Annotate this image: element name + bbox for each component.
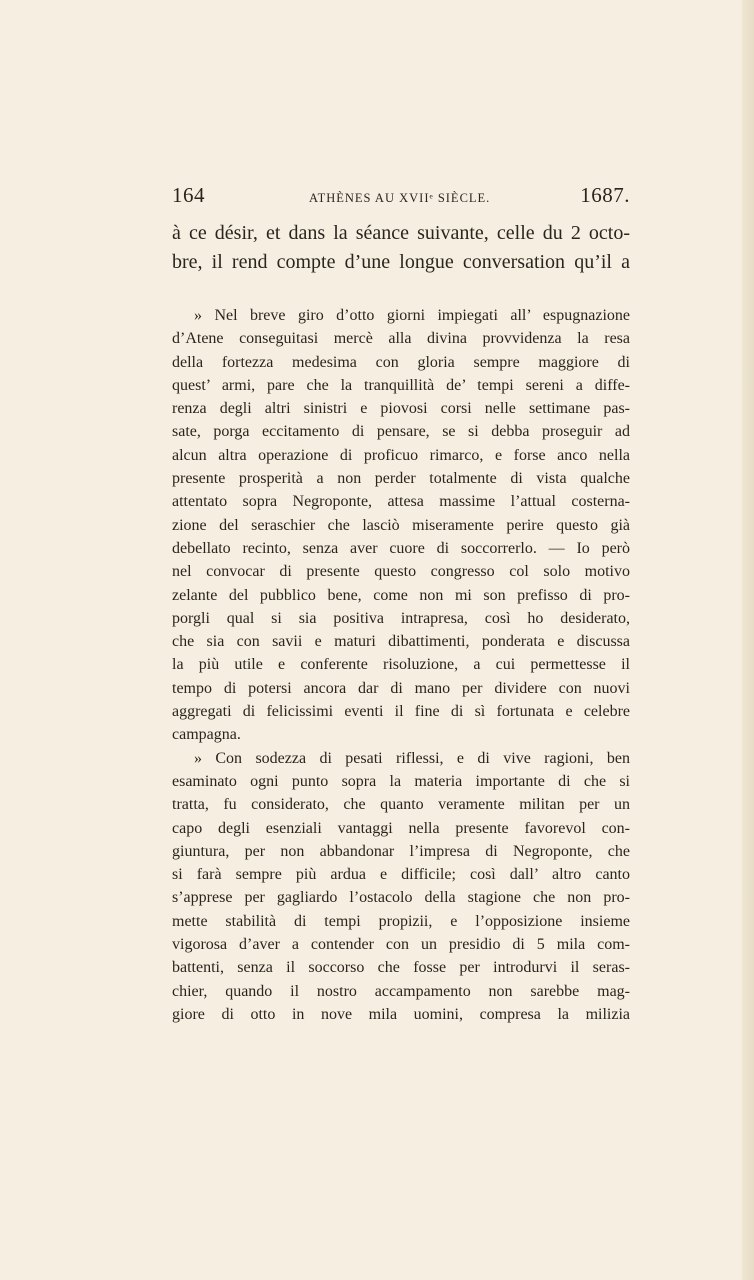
running-head xyxy=(172,183,630,211)
italian-quotation xyxy=(172,304,630,1026)
paragraph-1 xyxy=(172,304,630,747)
text-line: » Nel breve giro d’otto giorni impiegati all’ espugnazione xyxy=(194,307,630,324)
text-line: chier, quando il nostro accampamento non sarebbe mag- xyxy=(172,982,630,1000)
text-line: campagna. xyxy=(172,726,241,744)
text-line: zione del seraschier che lasciò miseramente perire questo già xyxy=(172,516,630,534)
text-line: attentato sopra Negroponte, attesa massime l’attual costerna- xyxy=(172,493,630,511)
text-line: d’Atene conseguitasi mercè alla divina provvidenza la resa xyxy=(172,330,630,348)
text-line: esaminato ogni punto sopra la materia importante di che si xyxy=(172,772,630,790)
running-title: ATHÈNES AU XVIIᵉ SIÈCLE. xyxy=(308,191,491,205)
text-line: giuntura, per non abbandonar l’impresa di Negroponte, che xyxy=(172,842,630,860)
page-number: 164 xyxy=(172,183,205,207)
text-line: debellato recinto, senza aver cuore di soccorrerlo. — Io però xyxy=(172,539,630,557)
text-line: mette stabilità di tempi propizii, e l’opposizione insieme xyxy=(172,912,630,930)
text-line: tempo di potersi ancora dar di mano per dividere con nuovi xyxy=(172,679,630,697)
text-line: bre, il rend compte d’une longue conversation qu’il a xyxy=(172,251,630,273)
text-line: capo degli esenziali vantaggi nella presente favorevol con- xyxy=(172,819,630,837)
book-page xyxy=(172,183,630,1026)
text-line: si farà sempre più ardua e difficile; così dall’ altro canto xyxy=(172,866,630,884)
text-line: vigorosa d’aver a contender con un presidio di 5 mila com- xyxy=(172,936,630,954)
text-line: sate, porga eccitamento di pensare, se si debba proseguir ad xyxy=(172,423,630,441)
text-line: alcun altra operazione di proficuo rimarco, e forse anco nella xyxy=(172,446,630,464)
page-edge xyxy=(742,0,754,1280)
text-line: giore di otto in nove mila uomini, compresa la milizia xyxy=(172,1005,630,1023)
text-line: che sia con savii e maturi dibattimenti, ponderata e discussa xyxy=(172,633,630,651)
text-line: della fortezza medesima con gloria sempre maggiore di xyxy=(172,353,630,371)
text-line: à ce désir, et dans la séance suivante, celle du 2 octo- xyxy=(172,222,630,244)
text-line: aggregati di felicissimi eventi il fine di sì fortunata e celebre xyxy=(172,703,630,721)
text-line: zelante del pubblico bene, come non mi son prefisso di pro- xyxy=(172,586,630,604)
text-line: quest’ armi, pare che la tranquillità de’ tempi sereni a diffe- xyxy=(172,376,630,394)
text-line: renza degli altri sinistri e piovosi corsi nelle settimane pas- xyxy=(172,400,630,418)
text-line: battenti, senza il soccorso che fosse per introdurvi il seras- xyxy=(172,959,630,977)
text-line: tratta, fu considerato, che quanto veramente militan per un xyxy=(172,796,630,814)
running-year: 1687. xyxy=(580,183,630,207)
paragraph-2 xyxy=(172,747,630,1027)
text-line: » Con sodezza di pesati riflessi, e di vive ragioni, ben xyxy=(194,749,630,767)
text-line: la più utile e conferente risoluzione, a cui permettesse il xyxy=(172,656,630,674)
text-line: porgli qual si sia positiva intrapresa, così ho desiderato, xyxy=(172,609,630,627)
text-line: nel convocar di presente questo congresso col solo motivo xyxy=(172,563,630,581)
text-line: presente prosperità a non perder totalmente di vista qualche xyxy=(172,470,630,488)
french-text xyxy=(172,219,630,277)
text-line: s’apprese per gagliardo l’ostacolo della stagione che non pro- xyxy=(172,889,630,907)
